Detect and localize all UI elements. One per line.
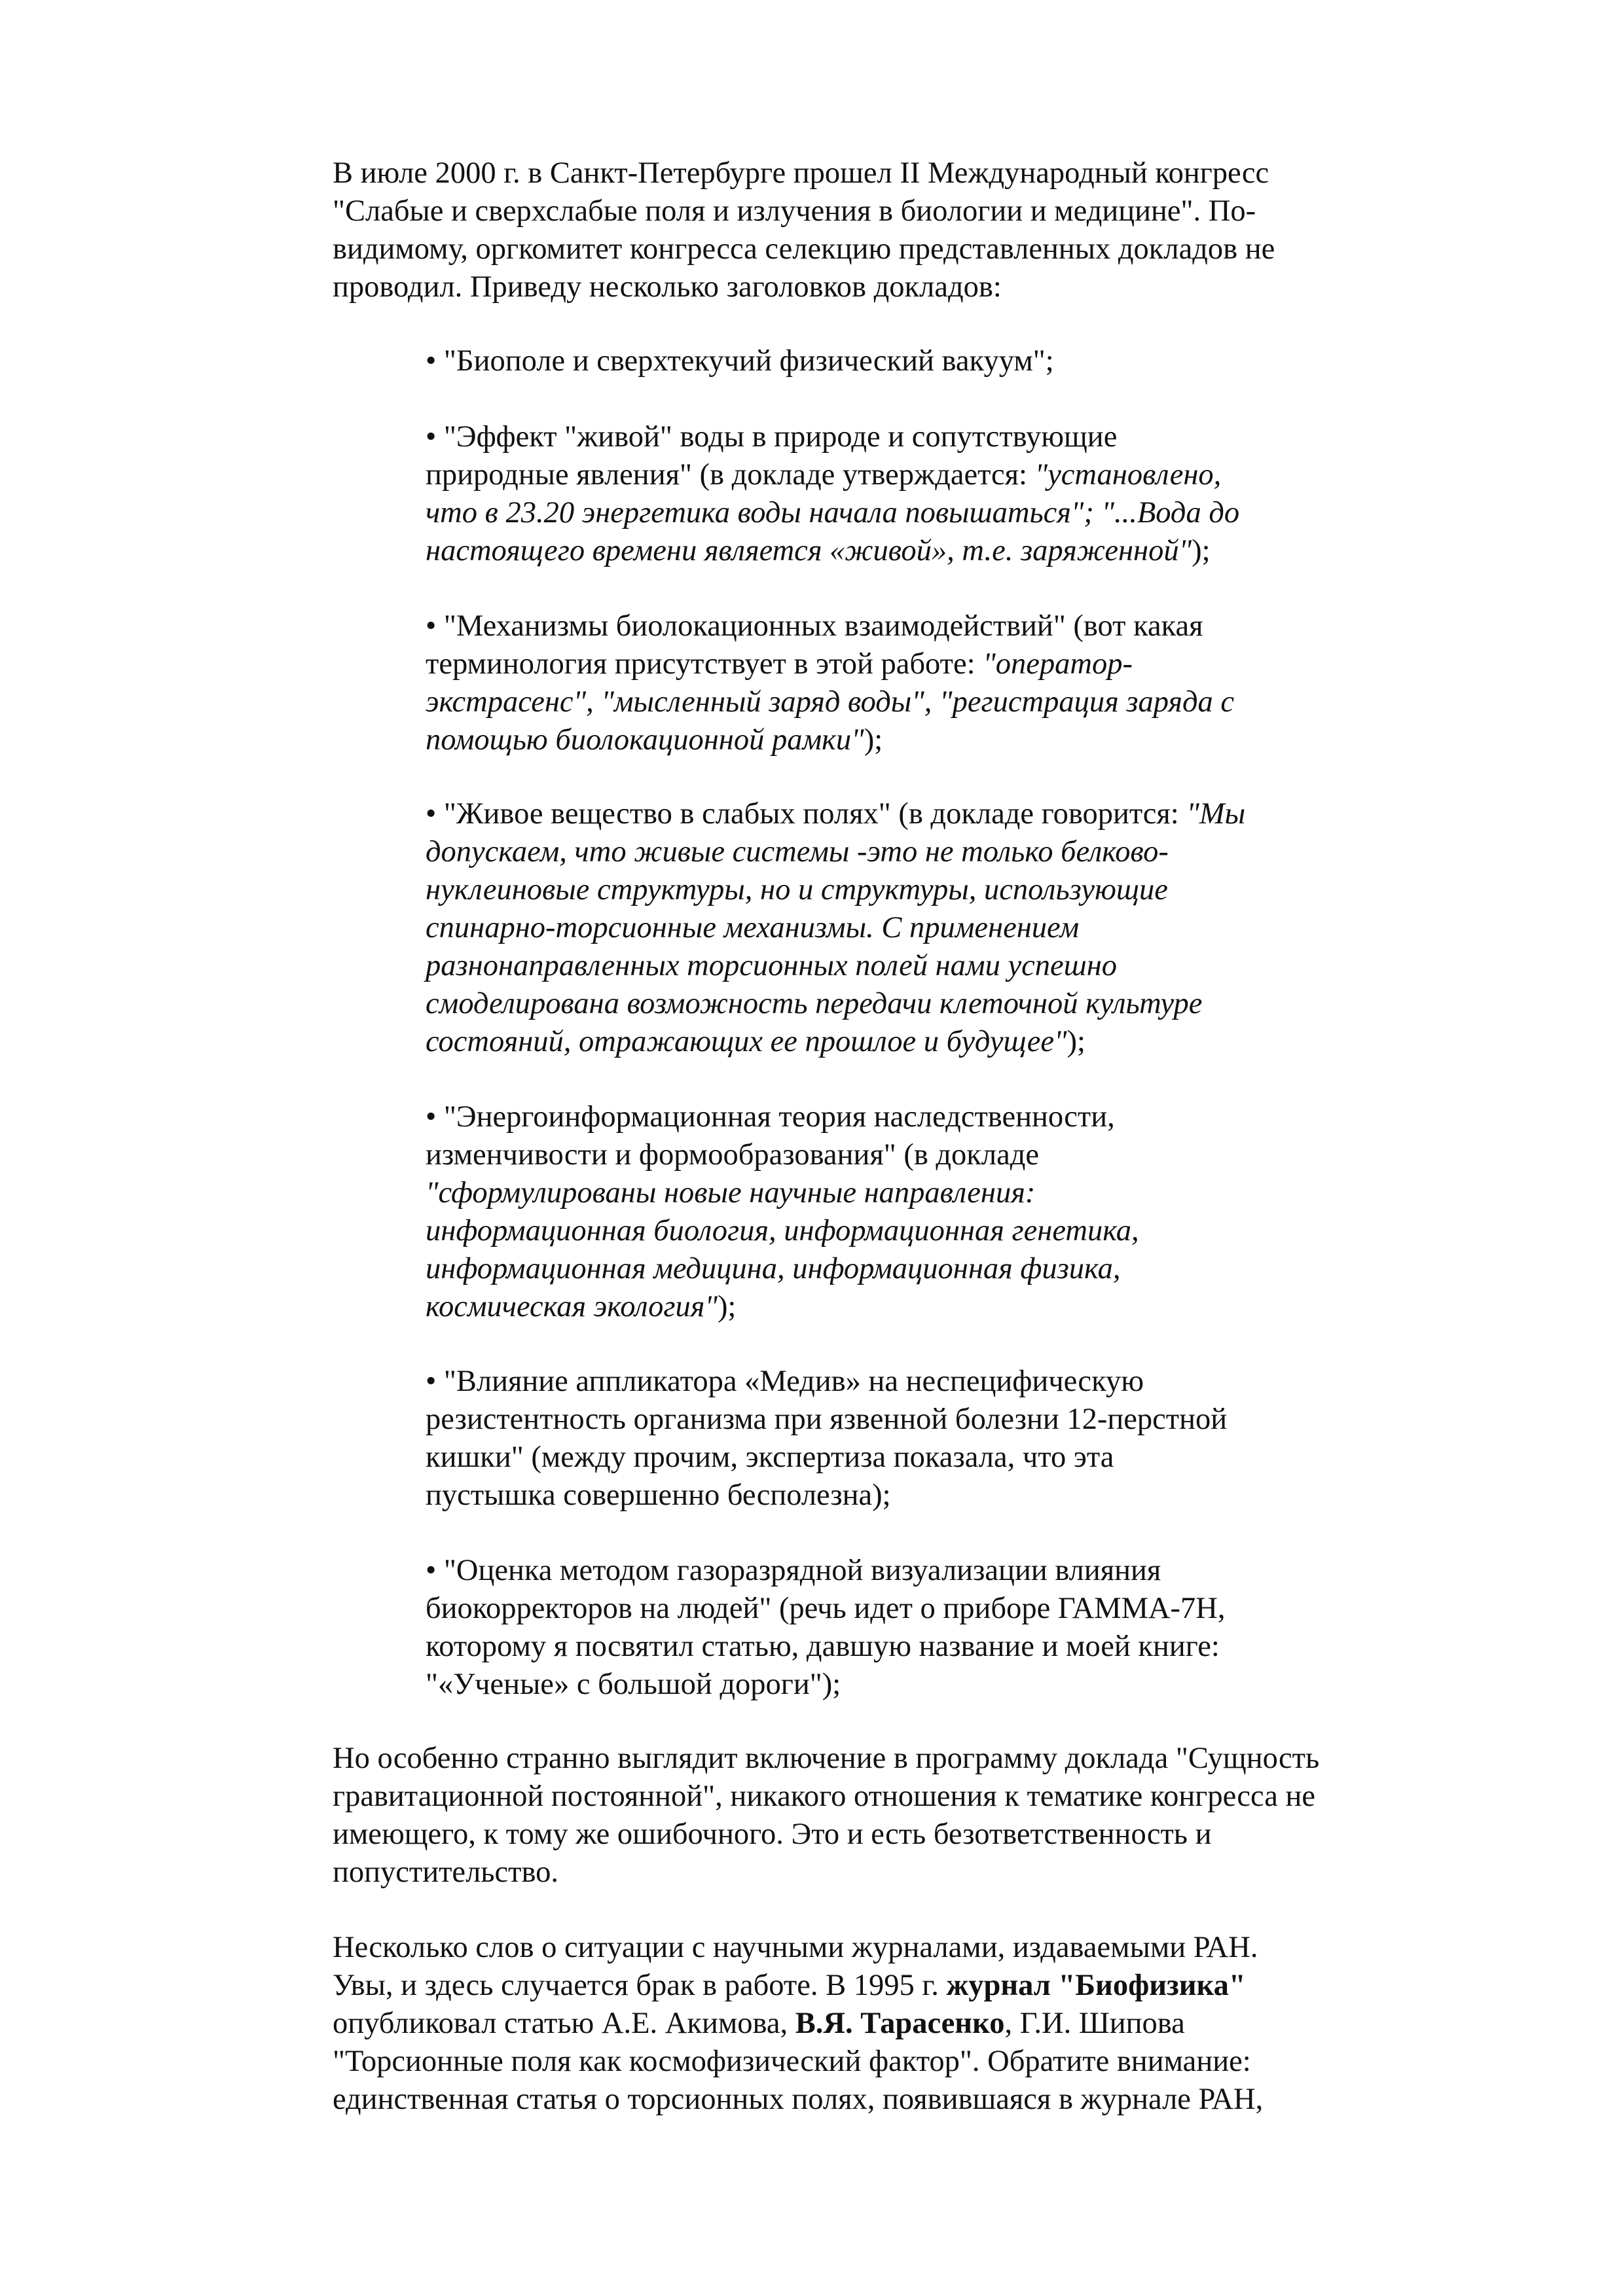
report-line: • "Эффект "живой" воды в природе и сопутствующие (426, 420, 1118, 454)
conclusion-line: гравитационной постоянной", никакого отношения к тематике конгресса не (333, 1780, 1316, 1813)
report-quote-line: что в 23.20 энергетика воды начала повышаться"; "...Вода до (426, 496, 1240, 529)
report-text: ); (1192, 534, 1211, 567)
conclusion-paragraph (333, 1740, 1446, 1892)
conclusion-line: попустительство. (333, 1856, 558, 1889)
report-quote-line: информационная биология, информационная генетика, (426, 1214, 1139, 1247)
report-quote-line: информационная медицина, информационная физика, (426, 1252, 1121, 1285)
author-name: В.Я. Тарасенко (795, 2007, 1005, 2040)
report-quote-line: смоделирована возможность передачи клеточной культуре (426, 987, 1203, 1020)
journals-text: опубликовал статью А.Е. Акимова, (333, 2007, 795, 2040)
intro-line: видимому, оргкомитет конгресса селекцию представленных докладов не (333, 232, 1275, 266)
report-line: резистентность организма при язвенной болезни 12-перстной (426, 1403, 1228, 1436)
report-line: биокорректоров на людей" (речь идет о приборе ГАММА-7Н, (426, 1592, 1226, 1625)
report-line (426, 645, 1408, 683)
report-text: ); (864, 723, 883, 757)
conclusion-line: Но особенно странно выглядит включение в программу доклада "Сущность (333, 1742, 1320, 1775)
journal-name: журнал "Биофизика" (946, 1969, 1246, 2002)
report-line (426, 456, 1408, 494)
conclusion-line: имеющего, к тому же ошибочного. Это и есть безответственность и (333, 1818, 1212, 1851)
report-line (426, 1023, 1408, 1061)
journals-line: Несколько слов о ситуации с научными журналами, издаваемыми РАН. (333, 1931, 1258, 1964)
report-quote: настоящего времени является «живой», т.е. заряженной" (426, 534, 1192, 567)
report-item-6 (426, 1363, 1408, 1515)
report-quote-line: допускаем, что живые системы -это не только белково- (426, 835, 1169, 869)
report-line: • "Энергоинформационная теория наследственности, (426, 1100, 1115, 1134)
journals-paragraph (333, 1929, 1446, 2119)
report-line: изменчивости и формообразования" (в докладе (426, 1138, 1040, 1172)
report-line: "«Ученые» с большой дороги"); (426, 1668, 841, 1701)
report-line (426, 795, 1408, 833)
report-line: • "Влияние аппликатора «Медив» на неспецифическую (426, 1365, 1144, 1398)
journals-line (333, 2005, 1446, 2043)
report-quote-line: экстрасенс", "мысленный заряд воды", "регистрация заряда с (426, 685, 1234, 719)
report-line: • "Биополе и сверхтекучий физический вакуум"; (426, 344, 1054, 378)
intro-line: В июле 2000 г. в Санкт-Петербурге прошел II Международный конгресс (333, 156, 1269, 190)
report-line: • "Оценка методом газоразрядной визуализации влияния (426, 1554, 1161, 1587)
report-text: терминология присутствует в этой работе: (426, 647, 983, 681)
journals-line: единственная статья о торсионных полях, появившаяся в журнале РАН, (333, 2083, 1264, 2116)
report-line (426, 532, 1408, 570)
report-line: которому я посвятил статью, давшую название и моей книге: (426, 1630, 1220, 1663)
report-item-1 (426, 342, 1408, 380)
report-quote-line: разнонаправленных торсионных полей нами успешно (426, 949, 1118, 982)
report-quote: "установлено, (1034, 458, 1222, 492)
intro-paragraph (333, 154, 1446, 306)
report-quote: состояний, отражающих ее прошлое и будущее" (426, 1025, 1067, 1058)
intro-line: "Слабые и сверхслабые поля и излучения в биологии и медицине". По- (333, 194, 1256, 228)
journals-line (333, 1967, 1446, 2005)
report-item-7 (426, 1552, 1408, 1704)
report-quote: космическая экология" (426, 1290, 718, 1323)
report-text: ); (717, 1290, 737, 1323)
report-quote: "оператор- (983, 647, 1133, 681)
report-item-2 (426, 418, 1408, 570)
report-line (426, 721, 1408, 759)
report-item-4 (426, 795, 1408, 1061)
journals-line: "Торсионные поля как космофизический фактор". Обратите внимание: (333, 2045, 1251, 2078)
report-quote: "Мы (1186, 797, 1246, 831)
report-quote-line: спинарно-торсионные механизмы. С применением (426, 911, 1080, 944)
report-line (426, 1288, 1408, 1326)
report-item-5 (426, 1098, 1408, 1326)
report-quote-line: нуклеиновые структуры, но и структуры, использующие (426, 873, 1168, 906)
report-text: природные явления" (в докладе утверждается: (426, 458, 1035, 492)
report-quote-line: "сформулированы новые научные направления: (426, 1176, 1036, 1210)
intro-line: проводил. Приведу несколько заголовков докладов: (333, 270, 1002, 304)
journals-text: Увы, и здесь случается брак в работе. В 1995 г. (333, 1969, 947, 2002)
report-item-3 (426, 607, 1408, 759)
report-line: пустышка совершенно бесполезна); (426, 1479, 891, 1512)
report-line: кишки" (между прочим, экспертиза показала, что эта (426, 1441, 1114, 1474)
report-line: • "Механизмы биолокационных взаимодействий" (вот какая (426, 609, 1203, 643)
report-quote: помощью биолокационной рамки" (426, 723, 864, 757)
report-text: • "Живое вещество в слабых полях" (в докладе говорится: (426, 797, 1187, 831)
journals-text: , Г.И. Шипова (1004, 2007, 1185, 2040)
report-text: ); (1067, 1025, 1085, 1058)
